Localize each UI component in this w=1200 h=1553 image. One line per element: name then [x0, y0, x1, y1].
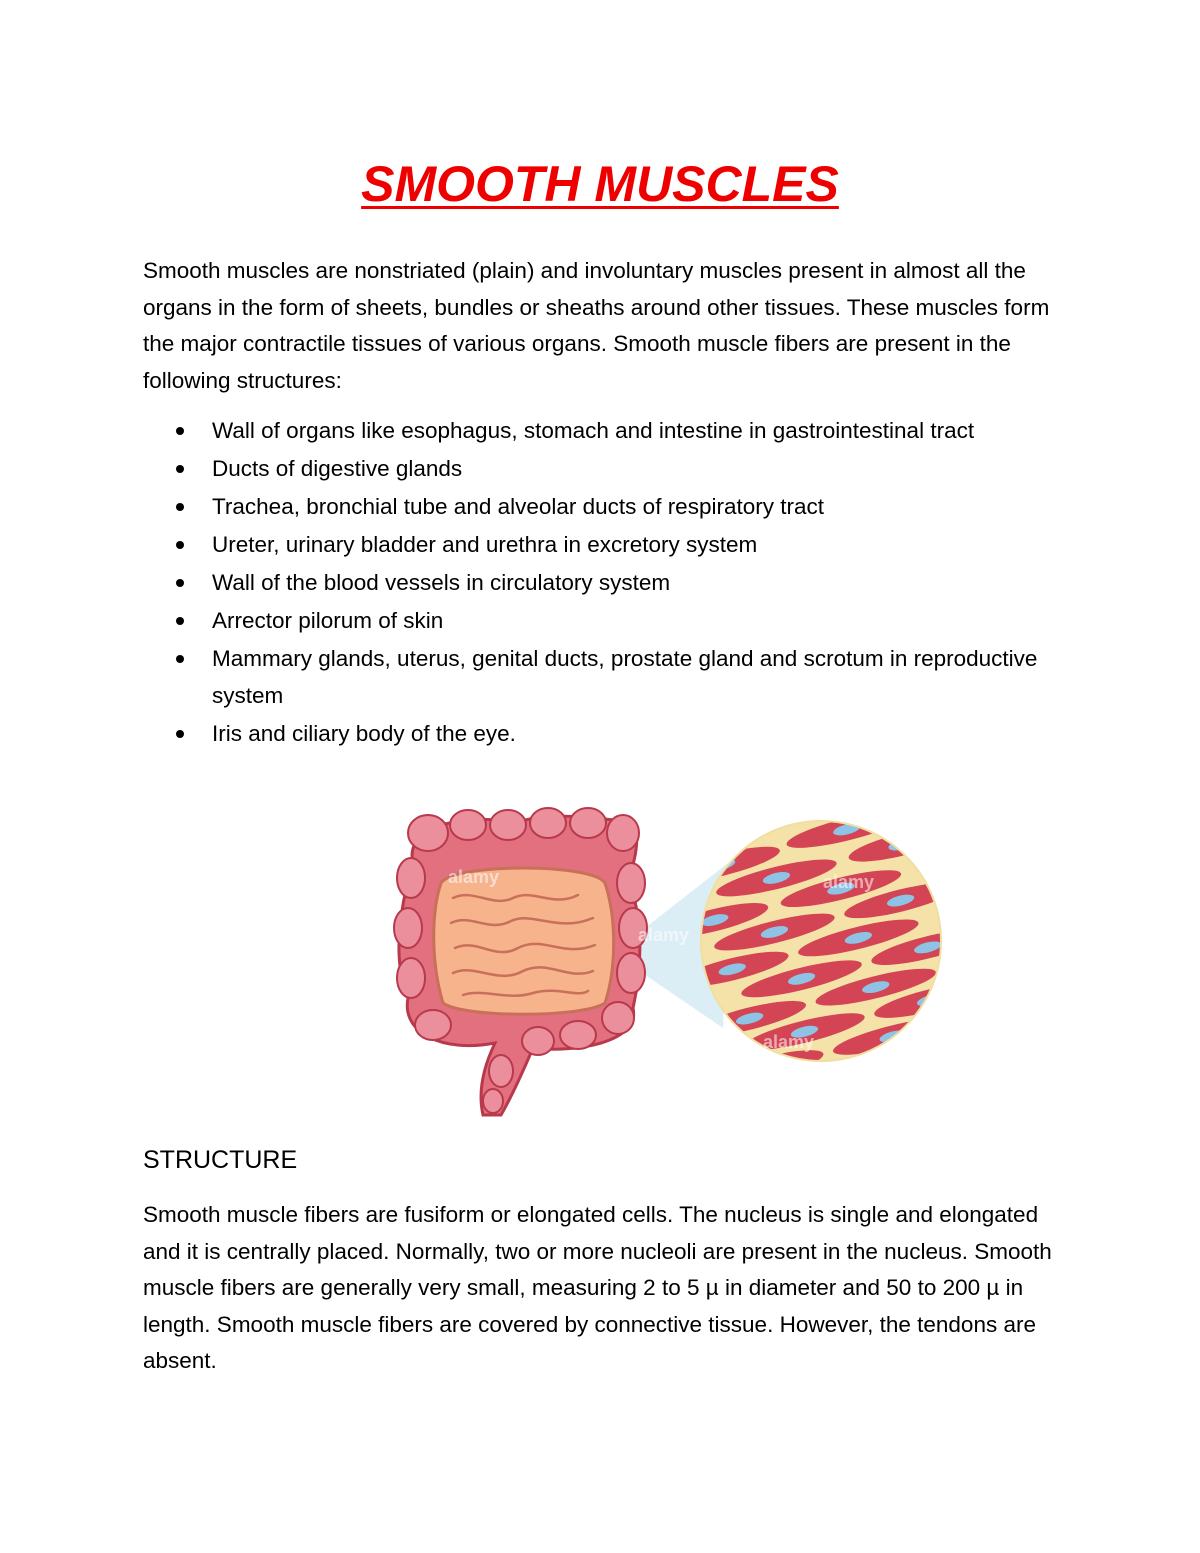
- section-heading-structure: STRUCTURE: [143, 1146, 298, 1174]
- page-title: SMOOTH MUSCLES: [361, 156, 839, 212]
- locations-list: [143, 413, 1043, 754]
- watermark-text: alamy: [638, 925, 690, 945]
- intro-paragraph: Smooth muscles are nonstriated (plain) and involuntary muscles present in almost all the organs in the form of sheets, bundles or sheaths around other tissues. These muscles form the major contractile tissues of various organs. Smooth muscle fibers are present in the following structures:: [143, 258, 1050, 393]
- list-item: Arrector pilorum of skin: [143, 603, 1043, 640]
- list-item: Ureter, urinary bladder and urethra in excretory system: [143, 527, 1043, 564]
- list-item: Ducts of digestive glands: [143, 451, 1043, 488]
- structure-paragraph: Smooth muscle fibers are fusiform or elongated cells. The nucleus is single and elongated and it is centrally placed. Normally, two or more nucleoli are present in the nucleus. Smooth muscle fibers are generally very small, measuring 2 to 5 µ in diameter and 50 to 200 µ in length. Smooth muscle fibers are covered by connective tissue. However, the tendons are absent.: [143, 1202, 1052, 1373]
- list-item: Trachea, bronchial tube and alveolar ducts of respiratory tract: [143, 489, 1043, 526]
- list-item: Mammary glands, uterus, genital ducts, prostate gland and scrotum in reproductive system: [143, 641, 1043, 714]
- list-item: Wall of the blood vessels in circulatory system: [143, 565, 1043, 602]
- list-item: Iris and ciliary body of the eye.: [143, 716, 1043, 753]
- watermark-text: alamy: [448, 867, 500, 887]
- list-item: Wall of organs like esophagus, stomach and intestine in gastrointestinal tract: [143, 413, 1043, 450]
- watermark-text: alamy: [763, 1032, 815, 1052]
- intestine-muscle-illustration: [383, 803, 943, 1121]
- watermark-text: alamy: [823, 872, 875, 892]
- intestine-icon: [394, 808, 647, 1115]
